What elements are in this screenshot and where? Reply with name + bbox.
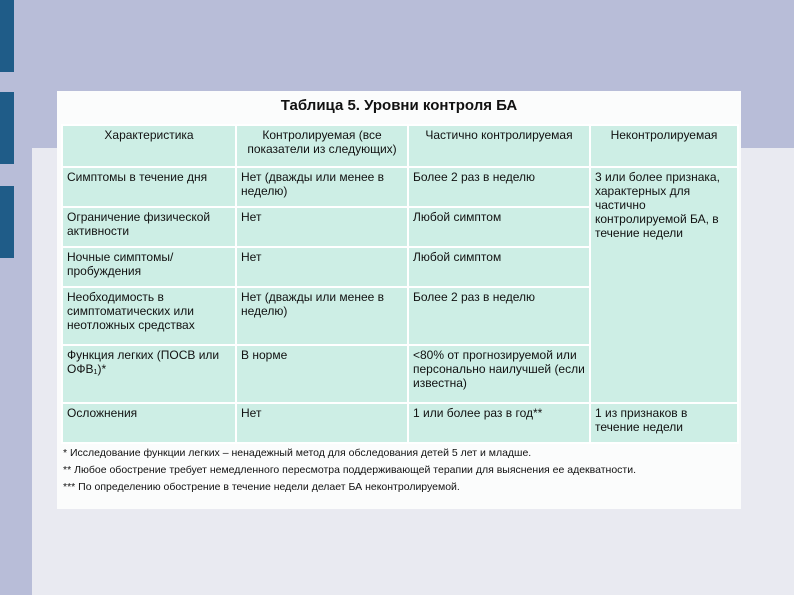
left-accent-bar [0,186,14,258]
cell-partial: Более 2 раз в неделю [408,287,590,345]
control-levels-table [61,124,739,444]
footnote: * Исследование функции легких – ненадежный метод для обследования детей 5 лет и младше. [63,447,532,459]
cell-uncontrolled-merged: 3 или более признака, характерных для частично контролируемой БА, в течение недели [590,167,738,403]
cell-characteristic: Симптомы в течение дня [62,167,236,207]
cell-controlled: Нет (дважды или менее в неделю) [236,167,408,207]
table-row [62,403,738,443]
header-controlled: Контролируемая (все показатели из следующих) [236,125,408,167]
header-partial: Частично контролируемая [408,125,590,167]
cell-controlled: Нет (дважды или менее в неделю) [236,287,408,345]
footnote: *** По определению обострение в течение недели делает БА неконтролируемой. [63,481,460,493]
header-characteristic: Характеристика [62,125,236,167]
cell-controlled: В норме [236,345,408,403]
header-uncontrolled: Неконтролируемая [590,125,738,167]
cell-partial: <80% от прогнозируемой или персонально наилучшей (если известна) [408,345,590,403]
cell-controlled: Нет [236,403,408,443]
cell-controlled: Нет [236,247,408,287]
footnote: ** Любое обострение требует немедленного пересмотра поддерживающей терапии для выяснения ее адекватности. [63,464,637,476]
cell-controlled: Нет [236,207,408,247]
cell-partial: 1 или более раз в год** [408,403,590,443]
document-image [57,91,741,509]
cell-characteristic: Функция легких (ПОСВ или ОФВ₁)* [62,345,236,403]
table-title: Таблица 5. Уровни контроля БА [280,97,518,114]
cell-characteristic: Ночные симптомы/ пробуждения [62,247,236,287]
cell-partial: Любой симптом [408,247,590,287]
cell-partial: Более 2 раз в неделю [408,167,590,207]
cell-characteristic: Необходимость в симптоматических или неотложных средствах [62,287,236,345]
left-accent-bar [0,0,14,72]
cell-characteristic: Осложнения [62,403,236,443]
cell-uncontrolled: 1 из признаков в течение недели [590,403,738,443]
table-row [62,167,738,207]
cell-partial: Любой симптом [408,207,590,247]
cell-characteristic: Ограничение физической активности [62,207,236,247]
left-accent-bar [0,92,14,164]
footnotes [63,445,735,496]
table-header-row [62,125,738,167]
